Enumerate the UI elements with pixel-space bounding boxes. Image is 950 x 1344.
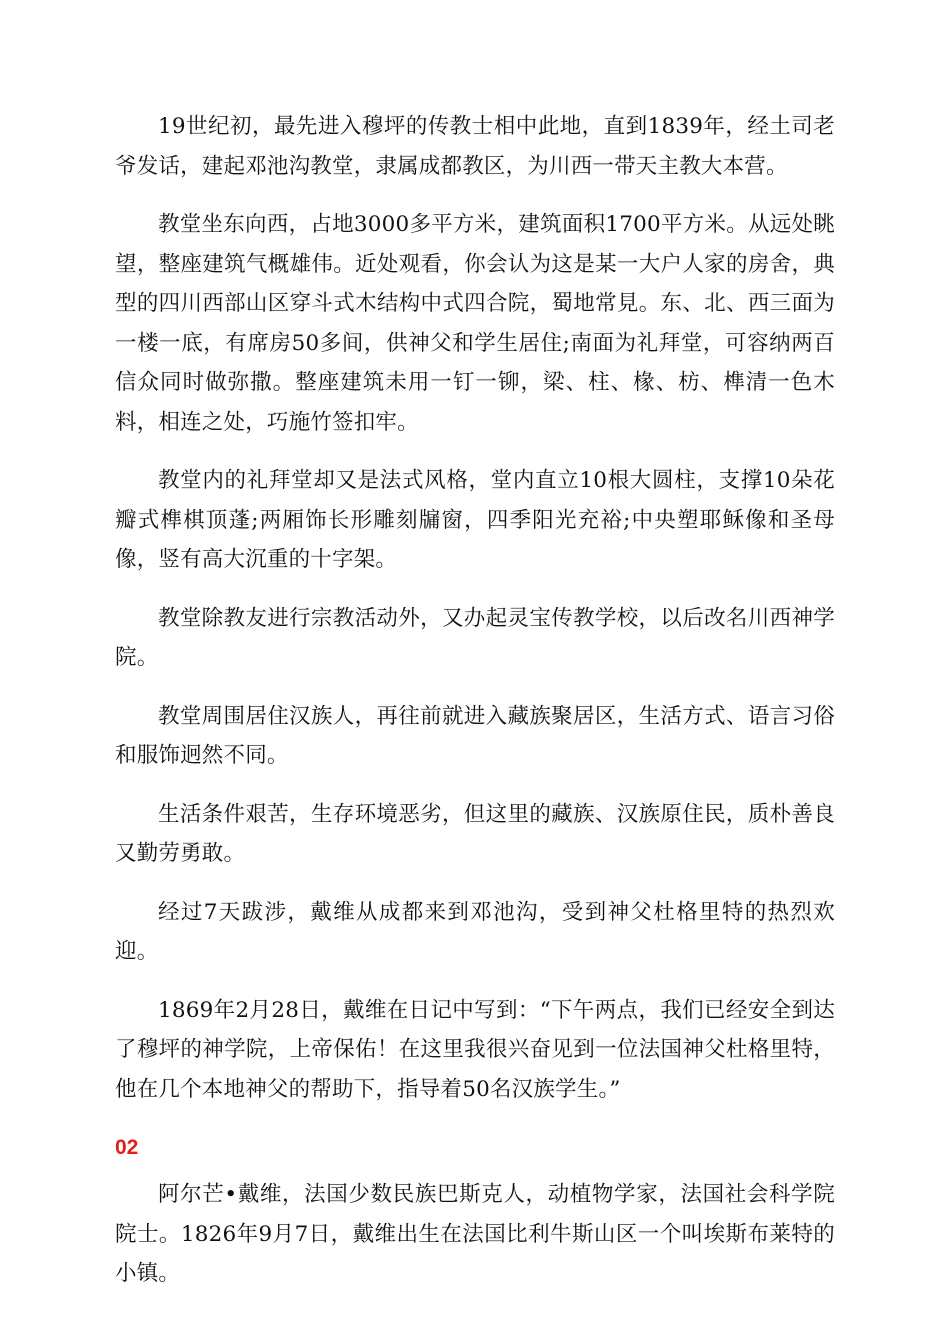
paragraph: 教堂周围居住汉族人，再往前就进入藏族聚居区，生活方式、语言习俗和服饰迥然不同。 [115,703,835,768]
paragraph: 19世纪初，最先进入穆坪的传教士相中此地，直到1839年，经土司老爷发话，建起邓池沟教堂，隶属成都教区，为川西一带天主教大本营。 [115,114,835,179]
paragraph: 生活条件艰苦，生存环境恶劣，但这里的藏族、汉族原住民，质朴善良又勤劳勇敢。 [115,801,835,866]
paragraph: 教堂除教友进行宗教活动外，又办起灵宝传教学校，以后改名川西神学院。 [115,605,835,670]
paragraph: 教堂坐东向西，占地3000多平方米，建筑面积1700平方米。从远处眺望，整座建筑气概雄伟。近处观看，你会认为这是某一大户人家的房舍，典型的四川西部山区穿斗式木结构中式四合院，蜀地常見。东、北、西三面为一楼一底，有席房50多间，供神父和学生居住;南面为礼拜堂，可容纳两百信众同时做弥撒。整座建筑未用一钉一铆，梁、柱、椽、枋、榫清一色木料，相连之处，巧施竹签扣牢。 [115,212,835,435]
paragraph: 1869年2月28日，戴维在日记中写到：“下午两点，我们已经安全到达了穆坪的神学院，上帝保佑！在这里我很兴奋见到一位法国神父杜格里特，他在几个本地神父的帮助下，指导着50名汉族学生。” [115,997,835,1102]
document-page [115,107,835,1313]
paragraph: 阿尔芒•戴维，法国少数民族巴斯克人，动植物学家，法国社会科学院院士。1826年9月7日，戴维出生在法国比利牛斯山区一个叫埃斯布莱特的小镇。 [115,1182,835,1286]
paragraph: 经过7天跋涉，戴维从成都来到邓池沟，受到神父杜格里特的热烈欢迎。 [115,899,835,964]
section-number: 02 [115,1136,139,1159]
paragraph: 教堂内的礼拜堂却又是法式风格，堂内直立10根大圆柱，支撑10朵花瓣式榫棋顶蓬;两厢饰长形雕刻牖窗，四季阳光充裕;中央塑耶稣像和圣母像，竖有高大沉重的十字架。 [115,468,835,572]
